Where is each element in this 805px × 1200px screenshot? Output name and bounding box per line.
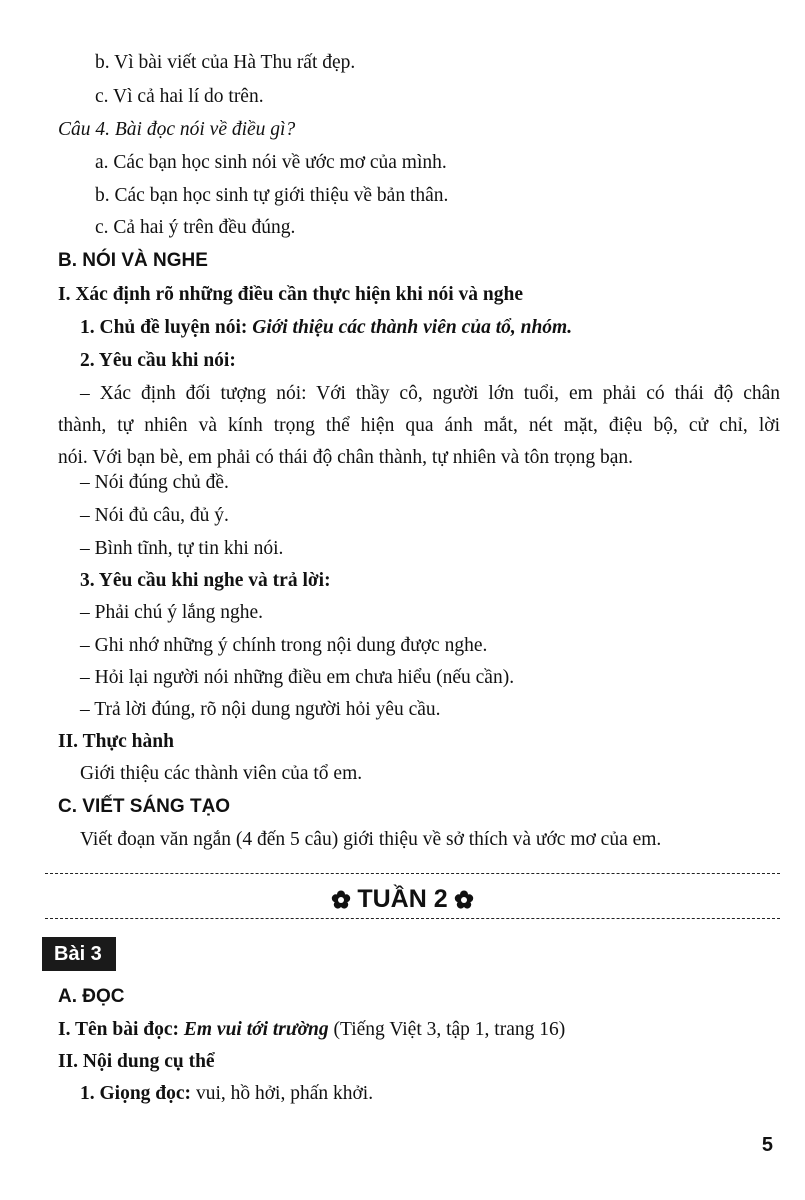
- q4-option-a: a. Các bạn học sinh nói về ước mơ của mình.: [95, 152, 447, 173]
- speak-req-heading: 2. Yêu cầu khi nói:: [80, 350, 236, 371]
- voice-value: vui, hồ hởi, phấn khởi.: [195, 1083, 374, 1104]
- listen-item: – Trả lời đúng, rõ nội dung người hỏi yêu cầu.: [80, 699, 441, 720]
- reading-source: (Tiếng Việt 3, tập 1, trang 16): [333, 1019, 566, 1040]
- listen-req-heading: 3. Yêu cầu khi nghe và trả lời:: [80, 570, 331, 591]
- section-c-heading: C. VIẾT SÁNG TẠO: [58, 796, 231, 817]
- part2-heading: II. Thực hành: [58, 731, 174, 752]
- divider-bottom: [45, 918, 780, 919]
- listen-item: – Phải chú ý lắng nghe.: [80, 602, 264, 623]
- section-c-task: Viết đoạn văn ngắn (4 đến 5 câu) giới thiệu về sở thích và ước mơ của em.: [80, 829, 662, 850]
- flower-icon: [454, 890, 474, 910]
- reading-title: Em vui tới trường: [183, 1019, 329, 1040]
- lesson-badge: Bài 3: [42, 937, 116, 971]
- week-title: TUẦN 2: [357, 885, 448, 913]
- q3-option-b: b. Vì bài viết của Hà Thu rất đẹp.: [95, 52, 356, 73]
- week-banner: [0, 882, 805, 916]
- page-number: 5: [761, 1134, 773, 1156]
- divider-top: [45, 873, 780, 874]
- content-heading: II. Nội dung cụ thể: [58, 1051, 215, 1072]
- speak-para-line-2: thành, tự nhiên và kính trọng thể hiện qua ánh mắt, nét mặt, điệu bộ, cử chỉ, lời: [58, 415, 780, 436]
- listen-item: – Ghi nhớ những ý chính trong nội dung được nghe.: [80, 635, 488, 656]
- q4-title: Câu 4. Bài đọc nói về điều gì?: [58, 119, 296, 140]
- q4-option-c: c. Cả hai ý trên đều đúng.: [95, 217, 296, 238]
- speak-item: – Bình tĩnh, tự tin khi nói.: [80, 538, 284, 559]
- voice-line: [80, 1081, 373, 1107]
- speak-para-line-3: nói. Với bạn bè, em phải có thái độ chân thành, tự nhiên và tôn trọng bạn.: [58, 447, 634, 468]
- section-a-heading: A. ĐỌC: [58, 986, 125, 1007]
- speak-item: – Nói đúng chủ đề.: [80, 472, 229, 493]
- topic-value: Giới thiệu các thành viên của tổ, nhóm.: [252, 317, 573, 338]
- voice-label: 1. Giọng đọc:: [80, 1083, 192, 1104]
- q4-option-b: b. Các bạn học sinh tự giới thiệu về bản thân.: [95, 185, 449, 206]
- topic-label: 1. Chủ đề luyện nói:: [80, 317, 248, 338]
- q3-option-c: c. Vì cả hai lí do trên.: [95, 86, 264, 107]
- reading-title-label: I. Tên bài đọc:: [58, 1019, 179, 1040]
- speak-item: – Nói đủ câu, đủ ý.: [80, 505, 229, 526]
- part1-heading: I. Xác định rõ những điều cần thực hiện khi nói và nghe: [58, 284, 523, 305]
- practice-text: Giới thiệu các thành viên của tổ em.: [80, 763, 363, 784]
- reading-title-line: [58, 1017, 565, 1043]
- section-b-heading: B. NÓI VÀ NGHE: [58, 250, 208, 271]
- topic-line: [80, 315, 572, 341]
- flower-icon: [331, 890, 351, 910]
- listen-item: – Hỏi lại người nói những điều em chưa hiểu (nếu cần).: [80, 667, 515, 688]
- speak-para-line-1: – Xác định đối tượng nói: Với thầy cô, người lớn tuổi, em phải có thái độ chân: [80, 383, 780, 404]
